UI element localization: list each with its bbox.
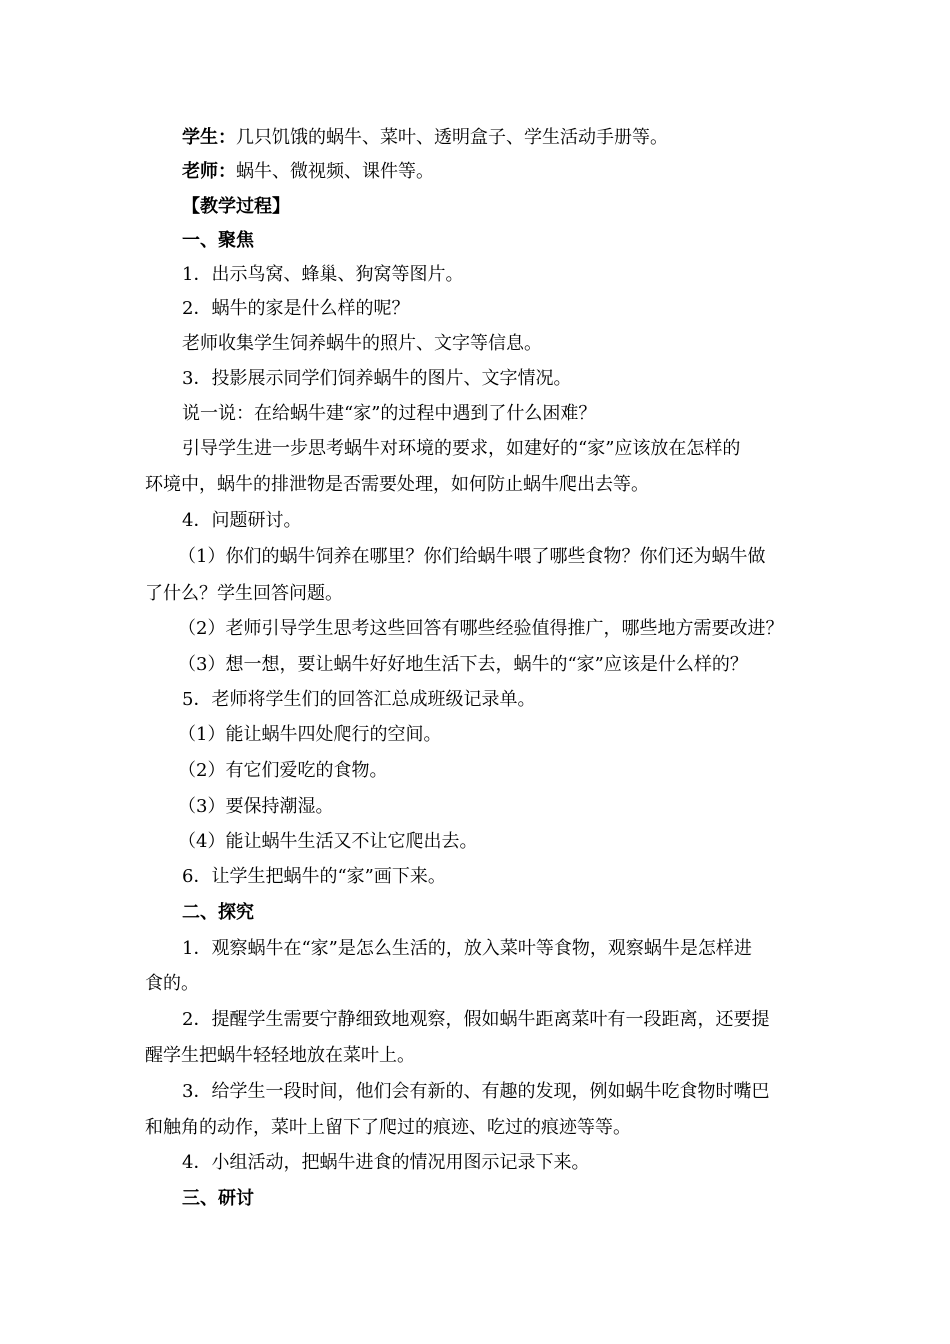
section2-heading: 二、探究 [182,902,254,923]
process-heading: 【教学过程】 [182,196,290,217]
list-item: 2．蜗牛的家是什么样的呢？ [182,298,410,319]
list-item: 3．给学生一段时间，他们会有新的、有趣的发现，例如蜗牛吃食物时嘴巴 [182,1081,770,1102]
list-item: 1．观察蜗牛在“家”是怎么生活的，放入菜叶等食物，观察蜗牛是怎样进 [182,938,752,959]
list-item: 6．让学生把蜗牛的“家”画下来。 [182,866,446,887]
list-item: 5．老师将学生们的回答汇总成班级记录单。 [182,689,536,710]
list-item: 了什么？学生回答问题。 [145,583,343,604]
list-item: 食的。 [145,973,199,994]
list-item: 4．小组活动，把蜗牛进食的情况用图示记录下来。 [182,1152,590,1173]
teacher-label: 老师： [182,161,236,182]
student-materials [0,126,950,150]
list-item: 2．提醒学生需要宁静细致地观察，假如蜗牛距离菜叶有一段距离，还要提 [182,1009,770,1030]
teacher-materials-text: 蜗牛、微视频、课件等。 [236,161,434,182]
list-item: （3）想一想，要让蜗牛好好地生活下去，蜗牛的“家”应该是什么样的？ [178,654,748,675]
list-item: 3．投影展示同学们饲养蜗牛的图片、文字情况。 [182,368,572,389]
section3-heading: 三、研讨 [182,1188,254,1209]
list-item: 醒学生把蜗牛轻轻地放在菜叶上。 [145,1045,415,1066]
list-item: 和触角的动作，菜叶上留下了爬过的痕迹、吃过的痕迹等等。 [145,1117,631,1138]
student-materials-text: 几只饥饿的蜗牛、菜叶、透明盒子、学生活动手册等。 [236,127,668,148]
student-label: 学生： [182,127,236,148]
list-item: 老师收集学生饲养蜗牛的照片、文字等信息。 [182,333,542,354]
list-item: （3）要保持潮湿。 [178,796,334,817]
teacher-materials [0,160,950,184]
list-item: 说一说：在给蜗牛建“家”的过程中遇到了什么困难？ [182,403,597,424]
list-item: 1．出示鸟窝、蜂巢、狗窝等图片。 [182,264,464,285]
section1-heading: 一、聚焦 [182,230,254,251]
list-item: （1）能让蜗牛四处爬行的空间。 [178,724,442,745]
list-item: （2）有它们爱吃的食物。 [178,760,388,781]
list-item: （1）你们的蜗牛饲养在哪里？你们给蜗牛喂了哪些食物？你们还为蜗牛做 [178,546,766,567]
list-item: （2）老师引导学生思考这些回答有哪些经验值得推广，哪些地方需要改进？ [178,618,784,639]
list-item: 环境中，蜗牛的排泄物是否需要处理，如何防止蜗牛爬出去等。 [145,474,649,495]
list-item: （4）能让蜗牛生活又不让它爬出去。 [178,831,478,852]
list-item: 引导学生进一步思考蜗牛对环境的要求，如建好的“家”应该放在怎样的 [182,438,741,459]
list-item: 4．问题研讨。 [182,510,302,531]
